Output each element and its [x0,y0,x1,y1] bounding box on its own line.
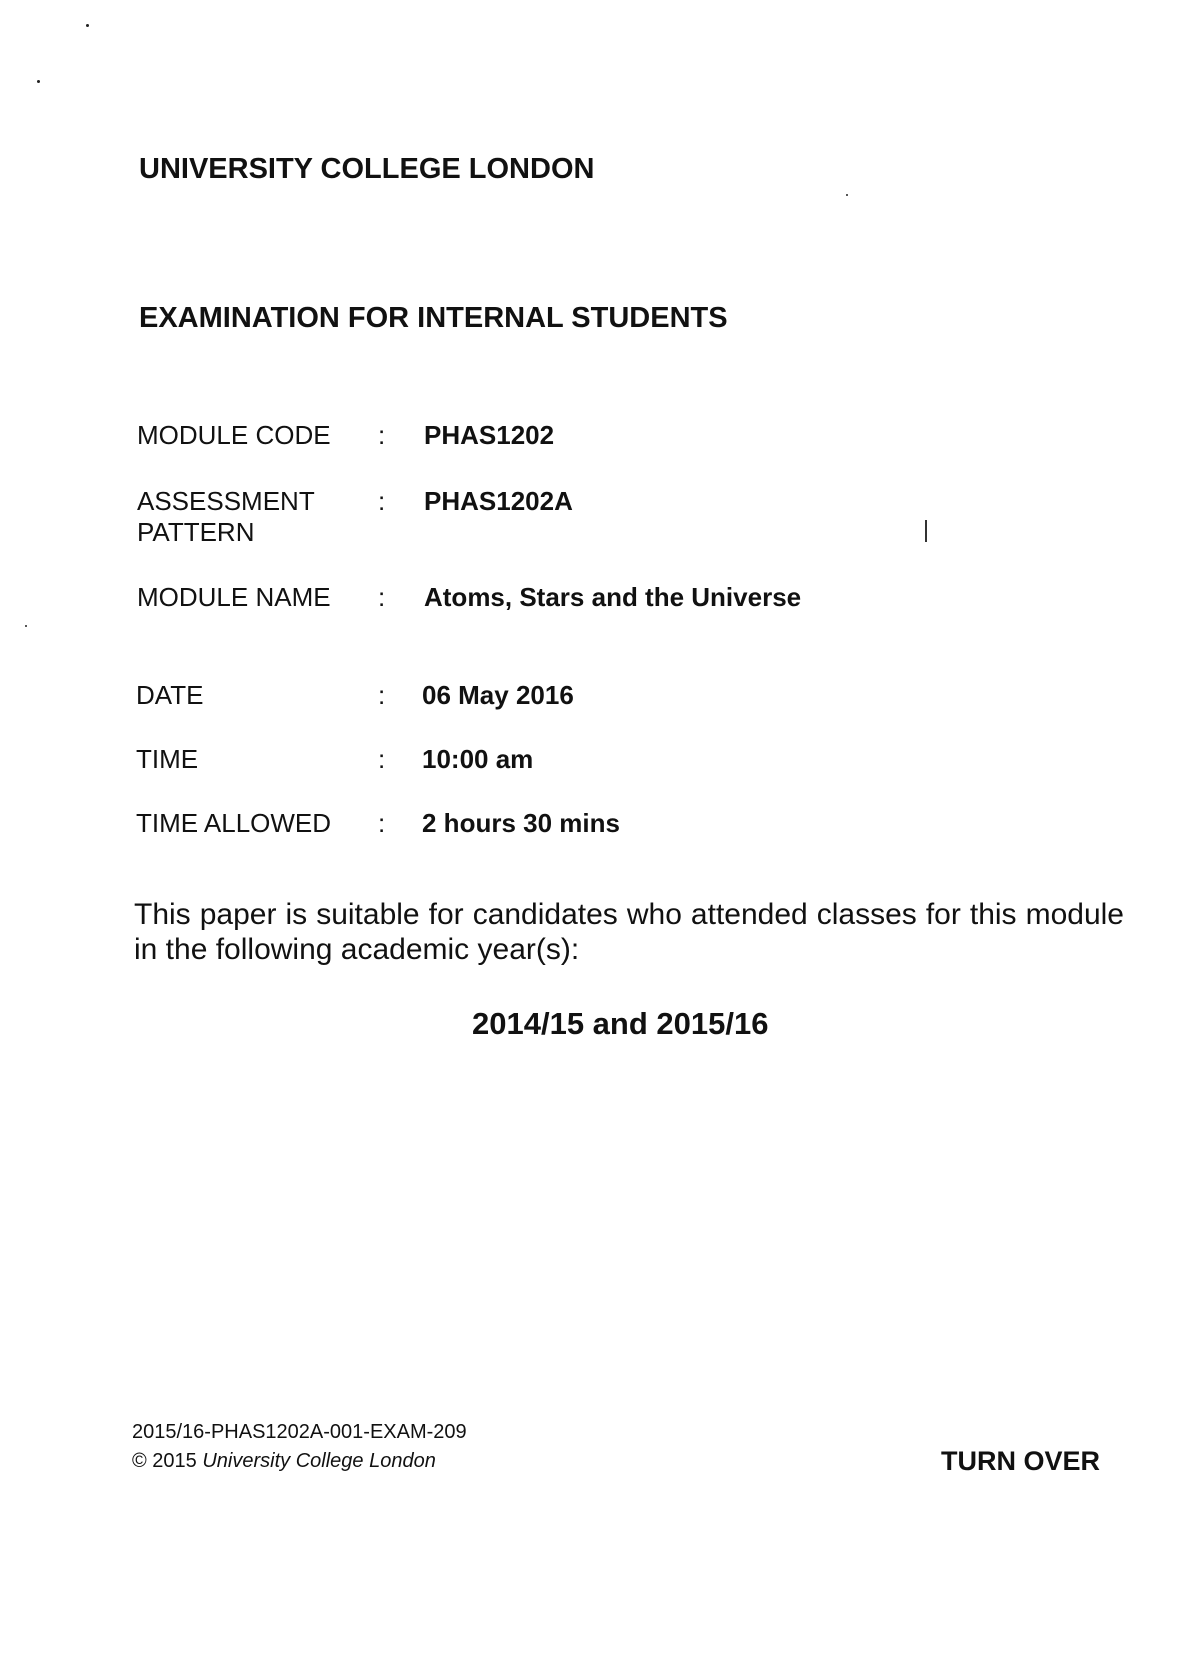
academic-years: 2014/15 and 2015/16 [472,1006,769,1041]
turn-over-label: TURN OVER [941,1446,1101,1476]
copyright-prefix: © 2015 [132,1450,203,1472]
time-allowed-label: TIME ALLOWED [136,808,332,838]
scan-speck [25,625,27,627]
separator: : [378,582,386,612]
module-code-label: MODULE CODE [137,420,331,450]
separator: : [378,680,386,710]
date-value: 06 May 2016 [422,680,574,710]
module-name-label: MODULE NAME [137,582,331,612]
copyright-holder: University College London [202,1450,436,1472]
time-allowed-value: 2 hours 30 mins [422,808,620,838]
scan-speck [846,194,848,196]
module-name-value: Atoms, Stars and the Universe [424,582,802,612]
assessment-pattern-label: ASSESSMENT PATTERN [137,486,315,547]
paper-code: 2015/16-PHAS1202A-001-EXAM-209 [132,1421,467,1443]
date-label: DATE [136,680,204,710]
separator: : [378,744,386,774]
module-code-value: PHAS1202 [424,420,555,450]
time-value: 10:00 am [422,744,534,774]
copyright-notice [132,1450,436,1473]
separator: : [378,420,386,450]
separator: : [378,808,386,838]
scan-speck [37,80,40,83]
time-label: TIME [136,744,199,774]
separator: : [378,486,386,516]
exam-type-title: EXAMINATION FOR INTERNAL STUDENTS [139,302,728,334]
scan-speck [86,24,89,27]
institution-title: UNIVERSITY COLLEGE LONDON [139,153,595,185]
assessment-pattern-value: PHAS1202A [424,486,573,516]
suitability-statement: This paper is suitable for candidates who attended classes for this module in the following academic year(s): [134,898,1124,966]
scan-mark [925,520,927,542]
